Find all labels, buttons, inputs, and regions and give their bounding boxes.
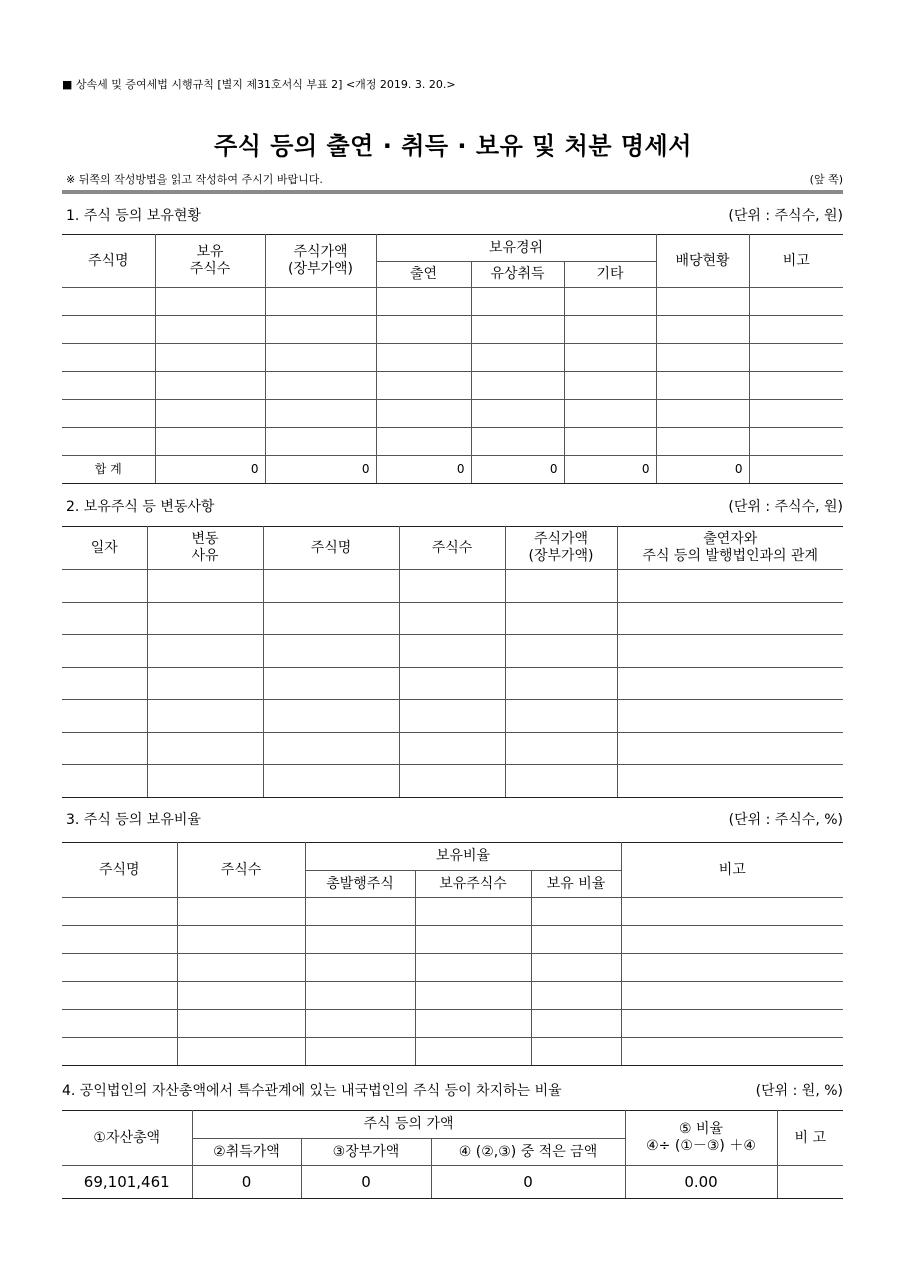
- table-row: [62, 1038, 843, 1066]
- total-other: 0: [564, 456, 656, 484]
- changes-table: [62, 526, 843, 798]
- col-acquisition-value: ②취득가액: [192, 1139, 301, 1166]
- col-holding-ratio: 보유비율: [305, 843, 621, 871]
- col-stock-name: 주식명: [263, 527, 399, 570]
- col-stock-name: 주식명: [62, 235, 155, 288]
- total-label: 합 계: [62, 456, 155, 484]
- col-dividend: 배당현황: [656, 235, 749, 288]
- section2-title: 2. 보유주식 등 변동사항: [66, 499, 215, 515]
- col-stock-value: 주식 등의 가액: [192, 1111, 625, 1139]
- holdings-table: [62, 234, 843, 484]
- table-row: [62, 732, 843, 765]
- remarks-value: [777, 1166, 843, 1199]
- acquisition-value: 0: [192, 1166, 301, 1199]
- col-book-value: ③장부가액: [301, 1139, 431, 1166]
- col-paid-acquisition: 유상취득: [471, 262, 564, 288]
- book-value: 0: [301, 1166, 431, 1199]
- table-row: [62, 635, 843, 668]
- col-relation: 출연자와 주식 등의 발행법인과의 관계: [617, 527, 843, 570]
- total-contribution: 0: [376, 456, 471, 484]
- col-ratio: ⑤ 비율 ④÷ (①－③) ＋④: [625, 1111, 777, 1166]
- section4-unit: (단위 : 원, %): [755, 1083, 843, 1099]
- table-row: [62, 372, 843, 400]
- col-share-count: 주식수: [399, 527, 505, 570]
- page-side-label: (앞 쪽): [809, 173, 843, 186]
- instruction-note: ※ 뒤쪽의 작성방법을 읽고 작성하여 주시기 바랍니다.: [66, 173, 323, 186]
- total-paid-acquisition: 0: [471, 456, 564, 484]
- col-contribution: 출연: [376, 262, 471, 288]
- col-remarks: 비고: [621, 843, 843, 898]
- table-row: [62, 954, 843, 982]
- col-remarks: 비고: [749, 235, 843, 288]
- table-row: [62, 700, 843, 733]
- holding-ratio-table: [62, 842, 843, 1066]
- col-share-count: 주식수: [177, 843, 305, 898]
- section3-title: 3. 주식 등의 보유비율: [66, 812, 201, 828]
- col-stock-value: 주식가액 (장부가액): [505, 527, 617, 570]
- table-row: [62, 428, 843, 456]
- col-stock-name: 주식명: [62, 843, 177, 898]
- col-face-value: 주식가액 (장부가액): [265, 235, 376, 288]
- table-row: [62, 765, 843, 798]
- col-ratio: 보유 비율: [531, 871, 621, 898]
- total-held-count: 0: [155, 456, 265, 484]
- section1-title: 1. 주식 등의 보유현황: [66, 208, 201, 224]
- table-row: [62, 926, 843, 954]
- col-held-shares: 보유주식수: [415, 871, 531, 898]
- table-row: [62, 400, 843, 428]
- section4-title: 4. 공익법인의 자산총액에서 특수관계에 있는 내국법인의 주식 등이 차지하는 비율: [62, 1083, 562, 1099]
- section1-unit: (단위 : 주식수, 원): [728, 208, 843, 224]
- lesser-amount-value: 0: [431, 1166, 625, 1199]
- table-row: [62, 1010, 843, 1038]
- asset-ratio-table: [62, 1110, 843, 1199]
- section3-unit: (단위 : 주식수, %): [728, 812, 843, 828]
- total-assets-value: 69,101,461: [62, 1166, 192, 1199]
- totals-row: [62, 456, 843, 484]
- table-row: [62, 570, 843, 603]
- table-row: [62, 602, 843, 635]
- col-total-assets: ①자산총액: [62, 1111, 192, 1166]
- total-dividend: 0: [656, 456, 749, 484]
- ratio-value: 0.00: [625, 1166, 777, 1199]
- table-row: [62, 1166, 843, 1199]
- table-row: [62, 667, 843, 700]
- col-change-reason: 변동 사유: [147, 527, 263, 570]
- col-holding-route: 보유경위: [376, 235, 656, 262]
- col-remarks: 비 고: [777, 1111, 843, 1166]
- col-lesser-amount: ④ (②,③) 중 적은 금액: [431, 1139, 625, 1166]
- page-title: 주식 등의 출연 · 취득 · 보유 및 처분 명세서: [214, 132, 692, 160]
- col-held-count: 보유 주식수: [155, 235, 265, 288]
- table-row: [62, 898, 843, 926]
- header-divider: [62, 190, 843, 194]
- col-total-issued: 총발행주식: [305, 871, 415, 898]
- table-row: [62, 288, 843, 316]
- total-face-value: 0: [265, 456, 376, 484]
- table-row: [62, 982, 843, 1010]
- table-row: [62, 344, 843, 372]
- form-reference: ■ 상속세 및 증여세법 시행규칙 [별지 제31호서식 부표 2] <개정 2019. 3. 20.>: [62, 78, 456, 91]
- col-date: 일자: [62, 527, 147, 570]
- table-row: [62, 316, 843, 344]
- section2-unit: (단위 : 주식수, 원): [728, 499, 843, 515]
- col-other: 기타: [564, 262, 656, 288]
